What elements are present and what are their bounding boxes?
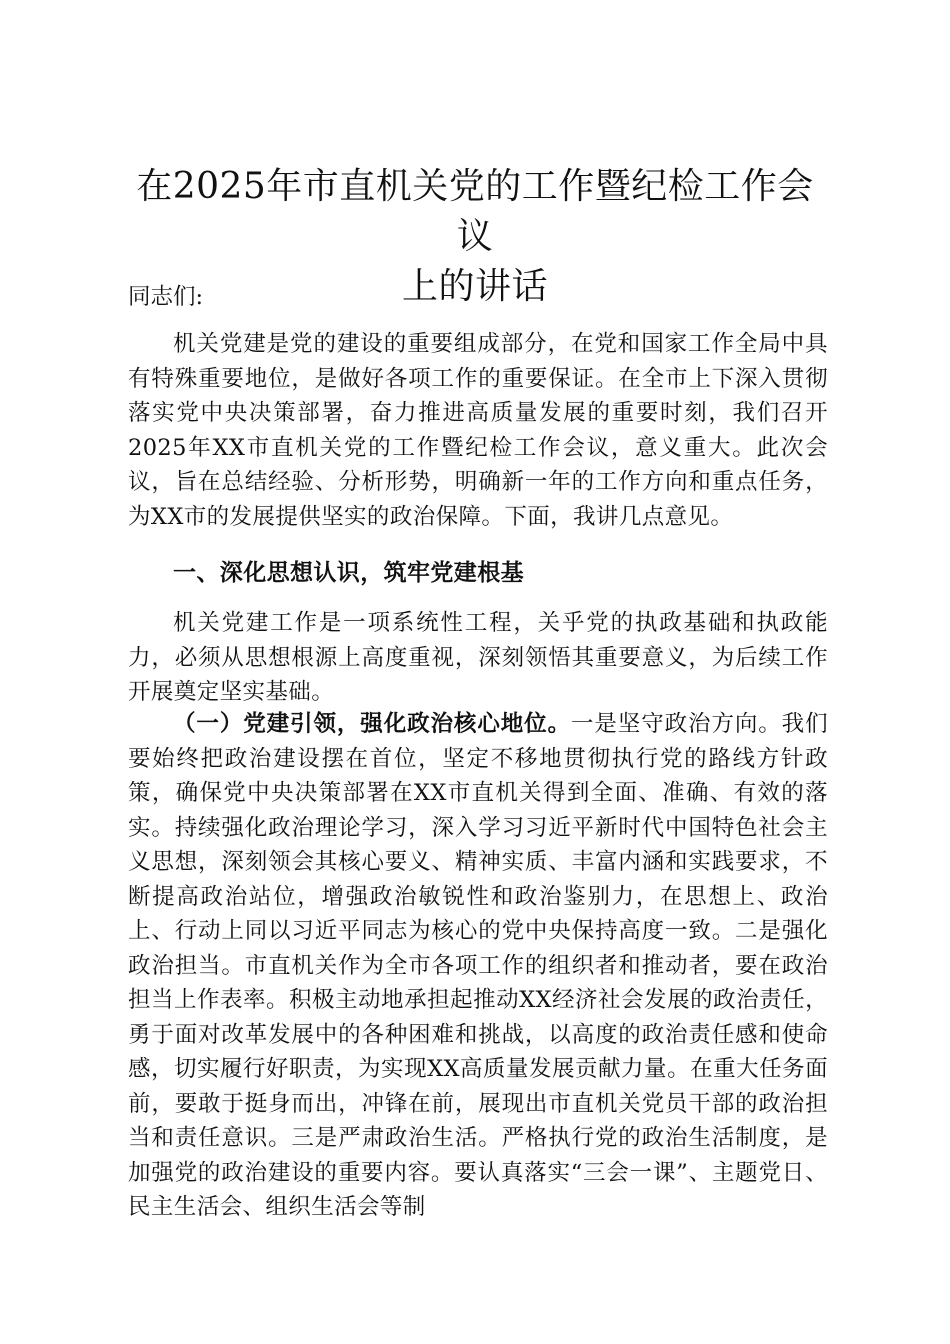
title-line-2: 上的讲话 bbox=[401, 266, 548, 307]
section-1-intro-paragraph: 机关党建工作是一项系统性工程，关乎党的执政基础和执政能力，必须从思想根源上高度重视，深刻领悟其重要意义，为后续工作开展奠定坚实基础。 bbox=[128, 610, 828, 705]
subsection-1-paragraph bbox=[128, 707, 828, 1225]
document-title bbox=[120, 162, 830, 312]
section-1-heading: 一、深化思想认识，筑牢党建根基 bbox=[173, 559, 524, 586]
salutation: 同志们: bbox=[128, 284, 204, 310]
subsection-1-body: 一是坚守政治方向。我们要始终把政治建设摆在首位，坚定不移地贯彻执行党的路线方针政策，确保党中央决策部署在XX市直机关得到全面、准确、有效的落实。持续强化政治理论学习，深入学习习近平新时代中国特色社会主义思想，深刻领会其核心要义、精神实质、丰富内涵和实践要求，不断提高政治站位，增强政治敏锐性和政治鉴别力，在思想上、政治上、行动上同以习近平同志为核心的党中央保持高度一致。二是强化政治担当。市直机关作为全市各项工作的组织者和推动者，要在政治担当上作表率。积极主动地承担起推动XX经济社会发展的政治责任，勇于面对改革发展中的各种困难和挑战，以高度的政治责任感和使命感，切实履行好职责，为实现XX高质量发展贡献力量。在重大任务面前，要敢于挺身而出，冲锋在前，展现出市直机关党员干部的政治担当和责任意识。三是严肃政治生活。严格执行党的政治生活制度，是加强党的政治建设的重要内容。要认真落实“三会一课”、主题党日、民主生活会、组织生活会等制 bbox=[128, 711, 828, 1220]
intro-paragraph: 机关党建是党的建设的重要组成部分，在党和国家工作全局中具有特殊重要地位，是做好各项工作的重要保证。在全市上下深入贯彻落实党中央决策部署，奋力推进高质量发展的重要时刻，我们召开2025年XX市直机关党的工作暨纪检工作会议，意义重大。此次会议，旨在总结经验、分析形势，明确新一年的工作方向和重点任务，为XX市的发展提供坚实的政治保障。下面，我讲几点意见。 bbox=[128, 331, 828, 530]
title-line-1: 在2025年市直机关党的工作暨纪检工作会议 bbox=[136, 166, 814, 257]
subsection-1-heading: （一）党建引领，强化政治核心地位。 bbox=[173, 711, 571, 737]
